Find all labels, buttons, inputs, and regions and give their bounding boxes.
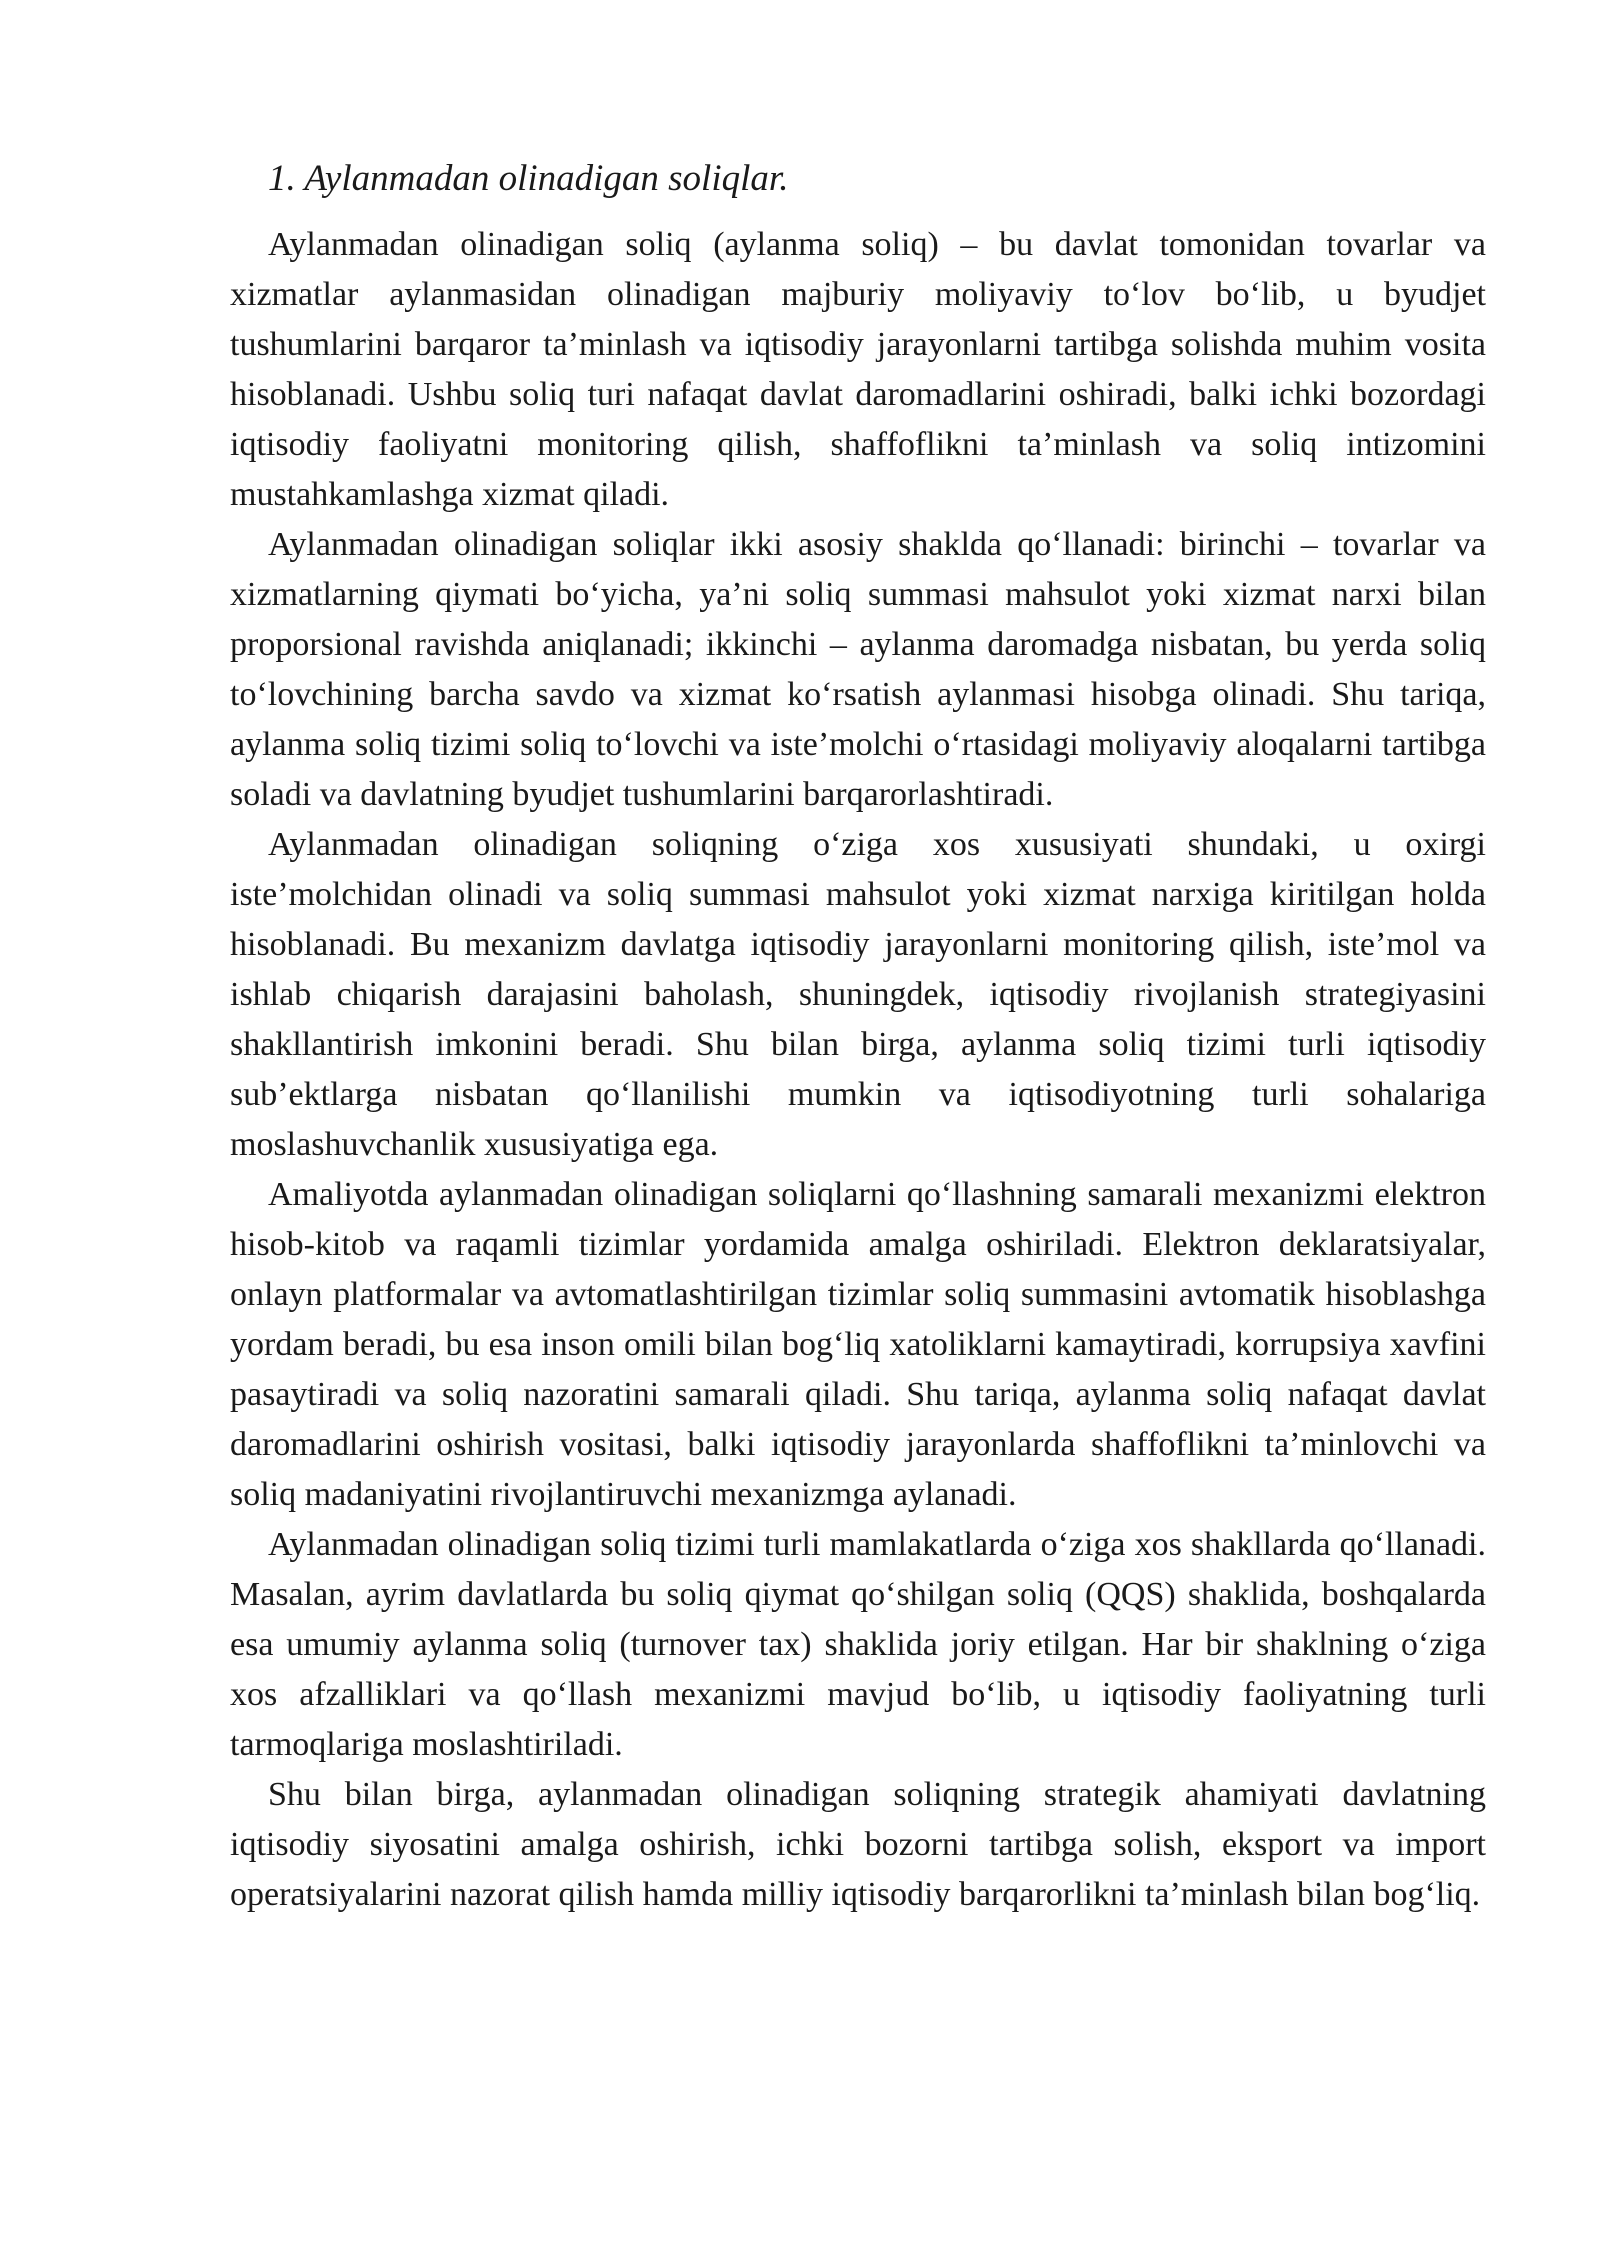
- paragraph-3: Aylanmadan olinadigan soliqning o‘ziga xos xususiyati shundaki, u oxirgi iste’molchidan olinadi va soliq summasi mahsulot yoki xizmat narxiga kiritilgan holda hisoblanadi. Bu mexanizm davlatga iqtisodiy jarayonlarni monitoring qilish, iste’mol va ishlab chiqarish darajasini baholash, shuningdek, iqtisodiy rivojlanish strategiyasini shakllantirish imkonini beradi. Shu bilan birga, aylanma soliq tizimi turli iqtisodiy sub’ektlarga nisbatan qo‘llanilishi mumkin va iqtisodiyotning turli sohalariga moslashuvchanlik xususiyatiga ega.: [230, 826, 1486, 1163]
- section-heading: 1. Aylanmadan olinadigan soliqlar.: [268, 158, 789, 199]
- paragraph-2: Aylanmadan olinadigan soliqlar ikki asosiy shaklda qo‘llanadi: birinchi – tovarlar va xizmatlarning qiymati bo‘yicha, ya’ni soliq summasi mahsulot yoki xizmat narxi bilan proporsional ravishda aniqlanadi; ikkinchi – aylanma daromadga nisbatan, bu yerda soliq to‘lovchining barcha savdo va xizmat ko‘rsatish aylanmasi hisobga olinadi. Shu tariqa, aylanma soliq tizimi soliq to‘lovchi va iste’molchi o‘rtasidagi moliyaviy aloqalarni tartibga soladi va davlatning byudjet tushumlarini barqarorlashtiradi.: [230, 526, 1486, 813]
- paragraph-6: Shu bilan birga, aylanmadan olinadigan soliqning strategik ahamiyati davlatning iqtisodiy siyosatini amalga oshirish, ichki bozorni tartibga solish, eksport va import operatsiyalarini nazorat qilish hamda milliy iqtisodiy barqarorlikni ta’minlash bilan bog‘liq.: [230, 1776, 1486, 1913]
- document-body: [230, 148, 1486, 1920]
- paragraph-5: Aylanmadan olinadigan soliq tizimi turli mamlakatlarda o‘ziga xos shakllarda qo‘llanadi. Masalan, ayrim davlatlarda bu soliq qiymat qo‘shilgan soliq (QQS) shaklida, boshqalarda esa umumiy aylanma soliq (turnover tax) shaklida joriy etilgan. Har bir shaklning o‘ziga xos afzalliklari va qo‘llash mexanizmi mavjud bo‘lib, u iqtisodiy faoliyatning turli tarmoqlariga moslashtiriladi.: [230, 1526, 1486, 1763]
- paragraph-1: Aylanmadan olinadigan soliq (aylanma soliq) – bu davlat tomonidan tovarlar va xizmatlar aylanmasidan olinadigan majburiy moliyaviy to‘lov bo‘lib, u byudjet tushumlarini barqaror ta’minlash va iqtisodiy jarayonlarni tartibga solishda muhim vosita hisoblanadi. Ushbu soliq turi nafaqat davlat daromadlarini oshiradi, balki ichki bozordagi iqtisodiy faoliyatni monitoring qilish, shaffoflikni ta’minlash va soliq intizomini mustahkamlashga xizmat qiladi.: [230, 226, 1486, 513]
- paragraph-4: Amaliyotda aylanmadan olinadigan soliqlarni qo‘llashning samarali mexanizmi elektron hisob-kitob va raqamli tizimlar yordamida amalga oshiriladi. Elektron deklaratsiyalar, onlayn platformalar va avtomatlashtirilgan tizimlar soliq summasini avtomatik hisoblashga yordam beradi, bu esa inson omili bilan bog‘liq xatoliklarni kamaytiradi, korrupsiya xavfini pasaytiradi va soliq nazoratini samarali qiladi. Shu tariqa, aylanma soliq nafaqat davlat daromadlarini oshirish vositasi, balki iqtisodiy jarayonlarda shaffoflikni ta’minlovchi va soliq madaniyatini rivojlantiruvchi mexanizmga aylanadi.: [230, 1176, 1486, 1513]
